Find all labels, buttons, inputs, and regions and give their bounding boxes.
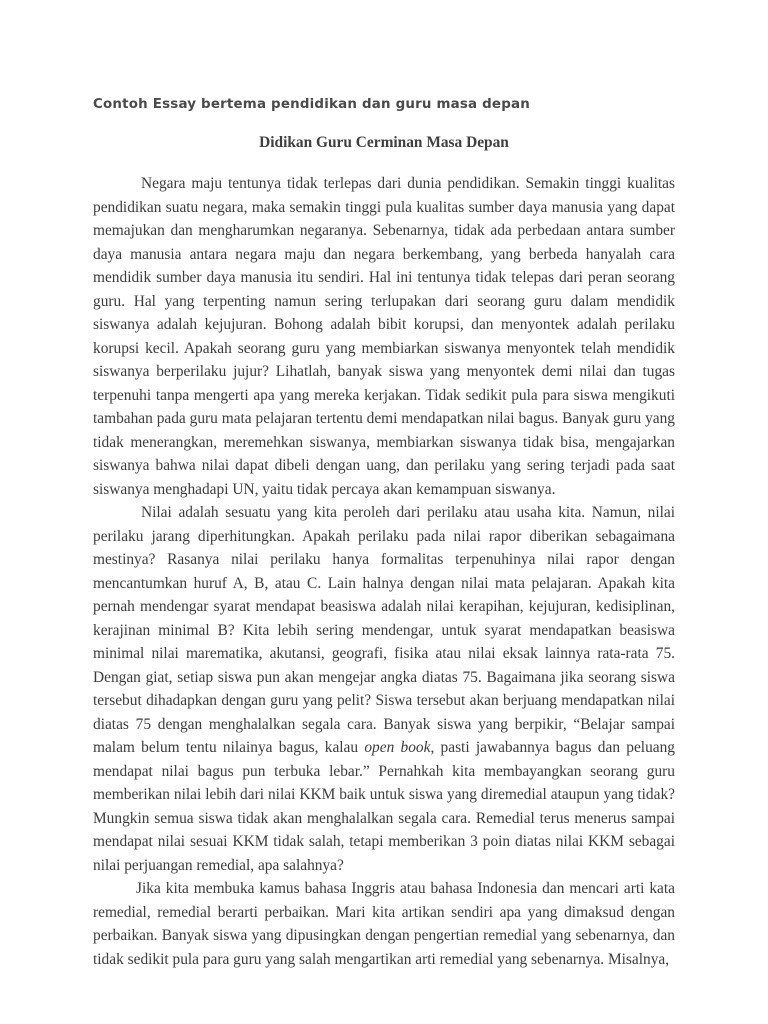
paragraph-2-text-b: , pasti jawabannya bagus dan peluang mendapat nilai bagus pun terbuka lebar.” Pernahkah kita membayangkan seorang guru memberikan nilai lebih dari nilai KKM baik untuk siswa yang diremedial ataupun yang tidak? Mungkin semua siswa tidak akan menghalalkan segala cara. Remedial terus menerus sampai mendapat nilai sesuai KKM tidak salah, tetapi memberikan 3 poin diatas nilai KKM sebagai nilai perjuangan remedial, apa salahnya? [93,739,675,874]
paragraph-2-italic: open book [364,739,431,756]
paragraph-2 [93,501,675,877]
paragraph-3: Jika kita membuka kamus bahasa Inggris atau bahasa Indonesia dan mencari arti kata remedial, remedial berarti perbaikan. Mari kita artikan sendiri apa yang dimaksud dengan perbaikan. Banyak siswa yang dipusingkan dengan pengertian remedial yang sebenarnya, dan tidak sedikit pula para guru yang salah mengartikan arti remedial yang sebenarnya. Misalnya, [93,880,675,968]
document-heading: Contoh Essay bertema pendidikan dan guru masa depan [93,97,530,112]
paragraph-1: Negara maju tentunya tidak terlepas dari dunia pendidikan. Semakin tinggi kualitas pendidikan suatu negara, maka semakin tinggi pula kualitas sumber daya manusia yang dapat memajukan dan mengharumkan negaranya. Sebenarnya, tidak ada perbedaan antara sumber daya manusia antara negara maju dan negara berkembang, yang berbeda hanyalah cara mendidik sumber daya manusia itu sendiri. Hal ini tentunya tidak telepas dari peran seorang guru. Hal yang terpenting namun sering terlupakan dari seorang guru dalam mendidik siswanya adalah kejujuran. Bohong adalah bibit korupsi, dan menyontek adalah perilaku korupsi kecil. Apakah seorang guru yang membiarkan siswanya menyontek telah mendidik siswanya berperilaku jujur? Lihatlah, banyak siswa yang menyontek demi nilai dan tugas terpenuhi tanpa mengerti apa yang mereka kerjakan. Tidak sedikit pula para siswa mengikuti tambahan pada guru mata pelajaran tertentu demi mendapatkan nilai bagus. Banyak guru yang tidak menerangkan, meremehkan siswanya, membiarkan siswanya tidak bisa, mengajarkan siswanya bahwa nilai dapat dibeli dengan uang, dan perilaku yang sering terjadi pada saat siswanya menghadapi UN, yaitu tidak percaya akan kemampuan siswanya. [93,175,675,498]
document-body [93,94,675,971]
essay-text [93,172,675,971]
essay-title: Didikan Guru Cerminan Masa Depan [259,134,509,151]
paragraph-2-text-a: Nilai adalah sesuatu yang kita peroleh dari perilaku atau usaha kita. Namun, nilai perilaku jarang diperhitungkan. Apakah perilaku pada nilai rapor diberikan sebagaimana mestinya? Rasanya nilai perilaku hanya formalitas terpenuhinya nilai rapor dengan mencantumkan huruf A, B, atau C. Lain halnya dengan nilai mata pelajaran. Apakah kita pernah mendengar syarat mendapat beasiswa adalah nilai kerapihan, kejujuran, kedisiplinan, kerajinan minimal B? Kita lebih sering mendengar, untuk syarat mendapatkan beasiswa minimal nilai marematika, akutansi, geografi, fisika atau nilai eksak lainnya rata-rata 75. Dengan giat, setiap siswa pun akan mengejar angka diatas 75. Bagaimana jika seorang siswa tersebut dihadapkan dengan guru yang pelit? Siswa tersebut akan berjuang mendapatkan nilai diatas 75 dengan menghalalkan segala cara. Banyak siswa yang berpikir, “Belajar sampai malam belum tentu nilainya bagus, kalau [93,504,675,756]
